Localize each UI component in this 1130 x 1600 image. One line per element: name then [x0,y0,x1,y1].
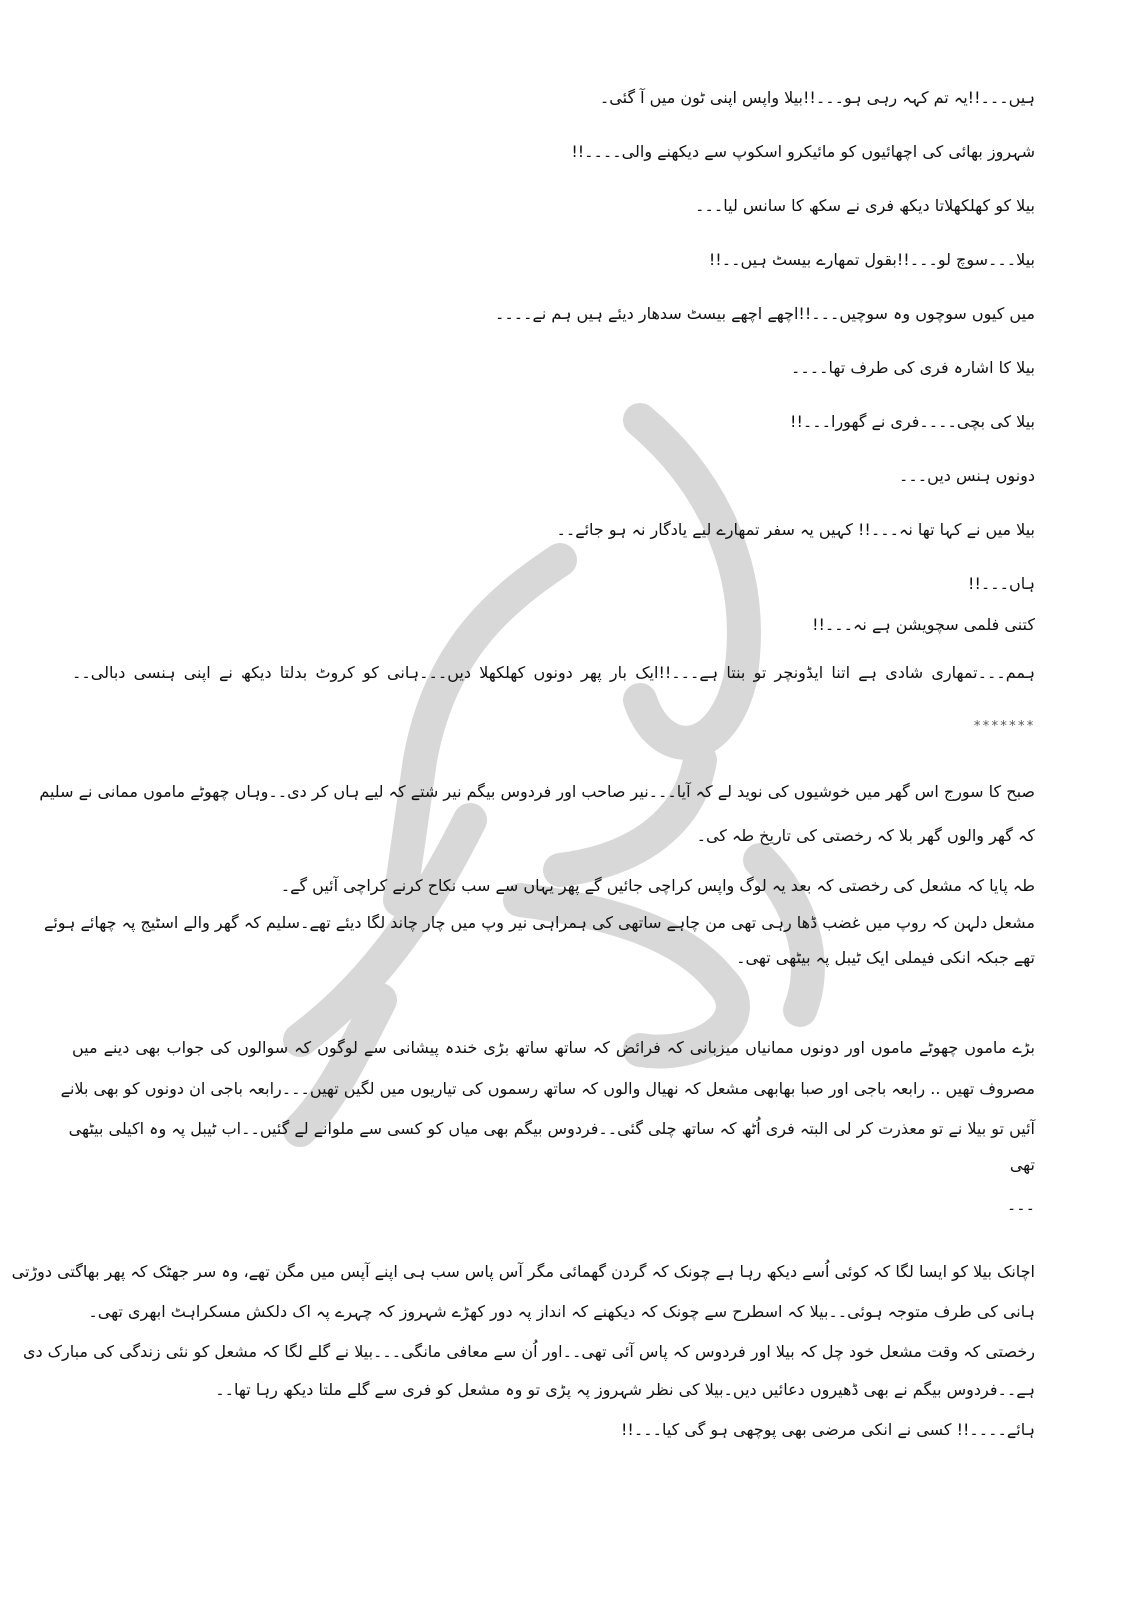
paragraph-line: بڑے ماموں چھوٹے ماموں اور دونوں ممانیاں میزبانی کہ فرائض کہ ساتھ ساتھ بڑی خندہ پیشانی سے لوگوں کہ سوالوں کی جواب بھی دینے میں [72,1038,1035,1057]
dialogue-line: ہمم۔۔۔تمھاری شادی ہے اتنا ایڈونچر تو بنتا ہے۔۔۔!!ایک بار پھر دونوں کھلکھلا دیں۔۔۔ہانی کو کروٹ بدلتا دیکھ نے اپنی ہنسی دبالی۔۔ [72,663,1035,682]
dialogue-line: بیلا میں نے کہا تھا نہ۔۔۔!! کہیں یہ سفر تمھارے لیے یادگار نہ ہو جائے۔۔ [556,520,1035,539]
dialogue-line: ہیں۔۔۔!!یہ تم کہہ رہی ہو۔۔۔!!بیلا واپس اپنی ٹون میں آ گئی۔ [599,88,1035,107]
dialogue-line: دونوں ہنس دیں۔۔۔ [899,466,1035,485]
paragraph-line: تھے جبکہ انکی فیملی ایک ٹیبل پہ بیٹھی تھی۔ [736,948,1035,967]
dialogue-line: بیلا کا اشارہ فری کی طرف تھا۔۔۔۔ [791,358,1035,377]
dialogue-line: بیلا کو کھلکھلاتا دیکھ فری نے سکھ کا سانس لیا۔۔۔ [695,196,1035,215]
dialogue-line: کتنی فلمی سچویشن ہے نہ۔۔۔!! [812,615,1035,634]
paragraph-line: طہ پایا کہ مشعل کی رخصتی کہ بعد یہ لوگ واپس کراچی جائیں گے پھر یہاں سے سب نکاح کرنے کراچی آئیں گے۔ [280,876,1035,895]
paragraph-line: صبح کا سورج اس گھر میں خوشیوں کی نوید لے کہ آیا۔۔۔نیر صاحب اور فردوس بیگم نیر شتے کہ لیے ہاں کر دی۔۔وہاں چھوٹے ماموں ممانی نے سلیم [39,782,1035,801]
paragraph-line: رخصتی کہ وقت مشعل خود چل کہ بیلا اور فردوس کہ پاس آئی تھی۔۔اور اُن سے معافی مانگی۔۔۔بیلا نے گلے لگا کہ مشعل کو نئی زندگی کی مبارک دی [22,1342,1035,1361]
dialogue-line: شہروز بھائی کی اچھائیوں کو مائیکرو اسکوپ سے دیکھنے والی۔۔۔۔!! [571,142,1035,161]
paragraph-line: تھی [1009,1155,1035,1174]
paragraph-line: ۔۔۔ [1006,1195,1035,1214]
paragraph-line: اچانک بیلا کو ایسا لگا کہ کوئی اُسے دیکھ رہا ہے چونک کہ گردن گھمائی مگر آس پاس سب ہی اپنے آپس میں مگن تھے، وہ سر جھٹک کہ پھر بھاگتی دوڑتی [11,1262,1035,1281]
paragraph-line: ہے۔۔فردوس بیگم نے بھی ڈھیروں دعائیں دیں۔بیلا کی نظر شہروز پہ پڑی تو وہ مشعل کو فری سے گلے ملتا دیکھ رہا تھا۔۔ [215,1380,1035,1399]
dialogue-line: میں کیوں سوچوں وہ سوچیں۔۔۔!!اچھے اچھے بیسٹ سدھار دیئے ہیں ہم نے۔۔۔۔ [495,304,1035,323]
paragraph-line: ہائے۔۔۔۔!! کسی نے انکی مرضی بھی پوچھی ہو گی کیا۔۔۔!! [621,1420,1035,1439]
paragraph-line: مشعل دلہن کہ روپ میں غضب ڈھا رہی تھی من چاہے ساتھی کی ہمراہی نیر وپ میں چار چاند لگا دیئے تھے۔سلیم کہ گھر والے اسٹیج پہ چھائے ہوئے [43,913,1035,932]
paragraph-line: ہانی کی طرف متوجہ ہوئی۔۔بیلا کہ اسطرح سے چونک کہ دیکھنے کہ انداز پہ دور کھڑے شہروز کہ چہرے پہ اک دلکش مسکراہٹ ابھری تھی۔ [88,1302,1035,1321]
dialogue-line: بیلا۔۔۔سوچ لو۔۔۔!!بقول تمھارے بیسٹ ہیں۔۔!! [708,250,1035,269]
paragraph-line: آئیں تو بیلا نے تو معذرت کر لی البتہ فری اُٹھ کہ ساتھ چلی گئی۔۔فردوس بیگم بھی میاں کو کسی سے ملوانے لے گئیں۔۔اب ٹیبل پہ وہ اکیلی بیٹھی [68,1119,1035,1138]
section-separator: ******* [973,719,1035,734]
dialogue-line: بیلا کی بچی۔۔۔۔فری نے گھورا۔۔۔!! [790,412,1035,431]
dialogue-line: ہاں۔۔۔!! [968,574,1035,593]
paragraph-line: کہ گھر والوں گھر بلا کہ رخصتی کی تاریخ طہ کی۔ [696,826,1035,845]
paragraph-line: مصروف تھیں .. رابعہ باجی اور صبا بھابھی مشعل کہ نھیال والوں کہ ساتھ رسموں کی تیاریوں میں لگیں تھیں۔۔۔رابعہ باجی ان دونوں کو بھی بلانے [60,1079,1035,1098]
